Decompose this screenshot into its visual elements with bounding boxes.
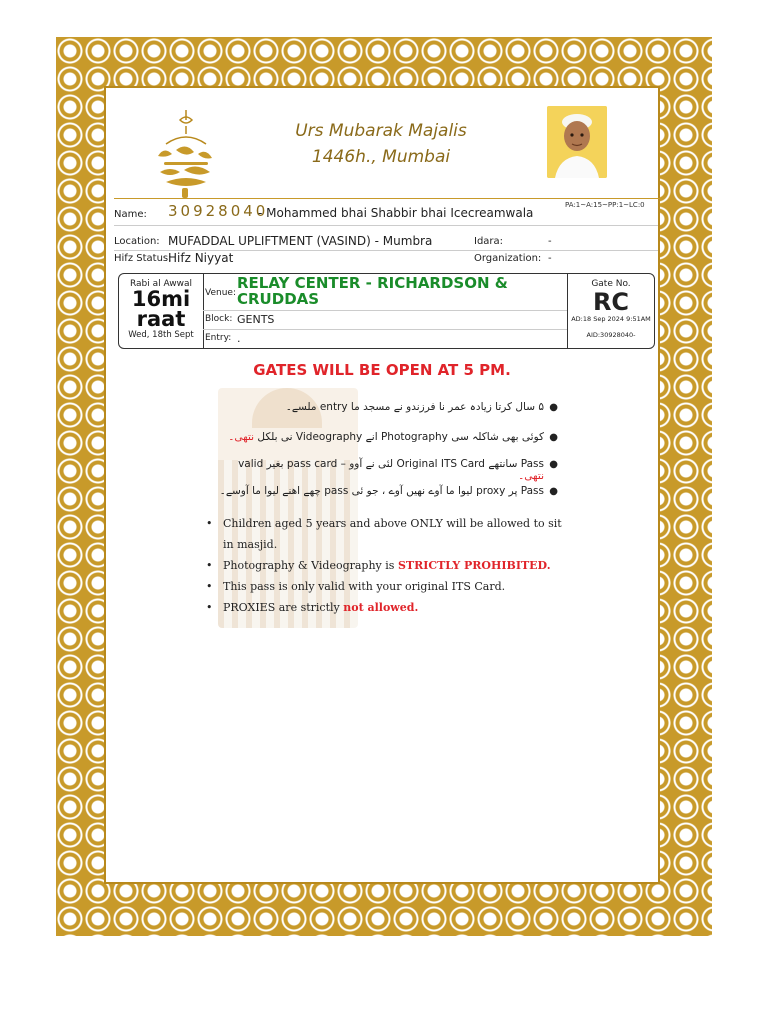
urdu-rule-3 [214,458,558,482]
bullet-icon: ● [549,432,558,443]
gate-info-box [118,273,655,349]
title-line-2: 1446h., Mumbai [311,147,451,167]
block-label: Block: [205,314,233,324]
gregorian-date: Wed, 18th Sept [128,330,194,340]
hijri-day-suffix: raat [136,307,186,331]
english-rule-text: Children aged 5 years and above ONLY will be allowed to sit in masjid. [223,517,562,551]
hijri-month: Rabi al Awwal [129,279,193,289]
bullet-icon: ● [549,402,558,413]
english-rule-emphasis: STRICTLY PROHIBITED. [397,559,551,572]
pass-content [106,88,658,882]
location-label: Location: [114,236,160,247]
idara-value: - [548,236,552,247]
its-number: 30928040 [168,202,269,220]
english-rule-4 [203,597,573,618]
calligraphy-logo-icon [136,106,236,202]
member-name: - Mohammed bhai Shabbir bhai Icecreamwala [258,206,534,220]
title-line-1: Urs Mubarak Majalis [295,121,467,141]
urdu-rule-1 [214,401,558,413]
hifz-value: Hifz Niyyat [168,251,234,265]
bullet-icon: ● [549,459,558,470]
urdu-rule-text: کوئی بھی شاکلہ سی Photography انے Videography نی بلکل [254,431,544,443]
block-value: GENTS [237,313,275,326]
urdu-rule-emphasis: نتھی۔ [228,431,255,443]
english-rules-list [203,513,573,618]
english-rule-text: This pass is only valid with your original ITS Card. [223,580,506,593]
urdu-rule-emphasis: نتھی۔ [518,470,544,482]
gate-column [567,274,654,348]
organization-value: - [548,253,552,264]
urdu-rule-text: Pass پر proxy لیوا ما آوے نهیں آوے ، جو ئی pass چھے اھنے لیوا ما آوسے۔ [219,485,544,497]
allocation-date: AD:18 Sep 2024 9:51AM [571,315,651,323]
hijri-day: 16mi [131,287,191,311]
header-divider [114,198,660,199]
gates-notice: GATES WILL BE OPEN AT 5 PM. [253,361,511,379]
english-rule-text: PROXIES are strictly [223,601,344,614]
allocation-id: AID:30928040- [586,331,636,339]
english-rule-text: Photography & Videography is [223,559,398,572]
location-value: MUFADDAL UPLIFTMENT (VASIND) - Mumbra [168,234,433,248]
urdu-rule-2 [214,431,558,443]
urdu-rule-text: Pass سانتھے Original ITS Card لئی نے آوو – pass card بغیر valid [238,458,544,470]
bullet-icon: ● [549,486,558,497]
english-rule-emphasis: not allowed. [343,601,419,614]
date-column [119,274,204,348]
english-rule-3 [203,576,573,597]
idara-label: Idara: [474,236,504,247]
venue-value: RELAY CENTER - RICHARDSON & CRUDDAS [237,274,508,308]
organization-label: Organization: [474,253,542,264]
entry-value: . [237,332,241,345]
name-label: Name: [114,209,147,220]
english-rule-1 [203,513,573,555]
gate-code: RC [592,288,630,316]
gate-label: Gate No. [591,279,631,289]
entry-row [203,330,568,348]
event-title [256,118,506,170]
hifz-label: Hifz Status: [114,253,172,264]
block-row [203,311,568,330]
member-photo [547,106,607,178]
entry-label: Entry: [205,333,232,343]
name-divider [114,225,658,226]
person-photo-icon [547,106,607,178]
urdu-rule-text: ۵ سال کرتا زیادہ عمر نا فرزندو نے مسجد ما entry ملسے۔ [285,401,544,413]
english-rule-2 [203,555,573,576]
urdu-rule-4 [214,485,558,497]
venue-row [203,274,568,311]
pass-code-line: PA:1~A:15~PP:1~LC:0 [565,201,645,209]
venue-label: Venue: [205,288,236,298]
